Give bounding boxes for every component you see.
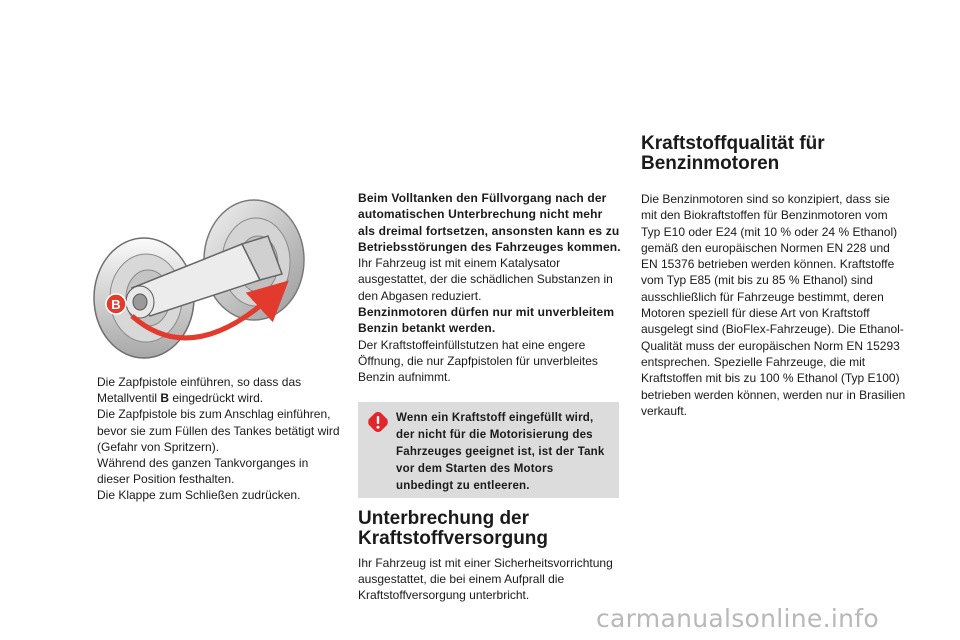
filler-neck-text: Der Kraftstoffeinfüllstutzen hat eine engere Öffnung, die nur Zapfpistolen für unverbleites Benzin aufnimmt.	[358, 337, 598, 385]
list-item: Die Zapfpistole bis zum Anschlag einführen, bevor sie zum Füllen des Tankes betätigt wird (Gefahr von Spritzern).	[97, 407, 340, 454]
fuel-filler-illustration	[92, 194, 310, 362]
section-text-kraftstoff: Die Benzinmotoren sind so konzipiert, dass sie mit den Biokraftstoffen für Benzinmotoren vom Typ E10 oder E24 (mit 10 % oder 24 % Ethanol) gemäß den europäischen Normen EN 228 und EN 15376 betrieben werden können. Kraftstoffe vom Typ E85 (mit bis zu 85 % Ethanol) sind ausschließlich für Fahrzeuge bestimmt, deren Motoren speziell für diese Art von Kraftstoff ausgelegt sind (BioFlex-Fahrzeuge). Die Ethanol-Qualität muss der europäischen Norm EN 15293 entsprechen. Spezielle Fahrzeuge, die mit Kraftstoffen mit bis zu 100 % Ethanol (Typ E100) betrieben werden können, werden nur in Brasilien verkauft.	[641, 192, 906, 418]
list-item: Während des ganzen Tankvorganges in dieser Position festhalten.	[97, 456, 309, 487]
valve-label-marker	[106, 294, 126, 314]
warning-exclamation-icon	[367, 411, 389, 433]
warning-box	[358, 402, 619, 498]
instruction-list	[74, 374, 344, 504]
unleaded-bold: Benzinmotoren dürfen nur mit unverbleitem Benzin betankt werden.	[358, 305, 615, 336]
refuelling-warning-bold: Beim Volltanken den Füllvorgang nach der automatischen Unterbrechung nicht mehr als dreimal fortsetzen, ansonsten kann es zu Betriebsstörungen des Fahrzeuges kommen.	[358, 191, 621, 254]
warning-text: Wenn ein Kraftstoff eingefüllt wird, der nicht für die Motorisierung des Fahrzeuges geeignet ist, ist der Tank vor dem Starten des Motors unbedingt zu entleeren.	[396, 412, 605, 492]
list-item: Die Zapfpistole einführen, so dass das Metallventil B eingedrückt wird.	[97, 375, 302, 406]
list-item: Die Klappe zum Schließen zudrücken.	[97, 488, 301, 503]
watermark: carmanualsonline.info	[596, 604, 879, 633]
section-text-unterbrechung: Ihr Fahrzeug ist mit einer Sicherheitsvorrichtung ausgestattet, die bei einem Aufprall die Kraftstoffversorgung unterbricht.	[358, 556, 613, 602]
section-heading-unterbrechung: Unterbrechung der Kraftstoffversorgung	[358, 508, 549, 549]
valve-label: B	[111, 297, 121, 312]
section-heading-kraftstoff: Kraftstoffqualität für Benzinmotoren	[641, 133, 825, 174]
refuelling-notes	[358, 190, 622, 386]
catalyst-text: Ihr Fahrzeug ist mit einem Katalysator ausgestattet, der die schädlichen Substanzen in den Abgasen reduziert.	[358, 256, 613, 303]
